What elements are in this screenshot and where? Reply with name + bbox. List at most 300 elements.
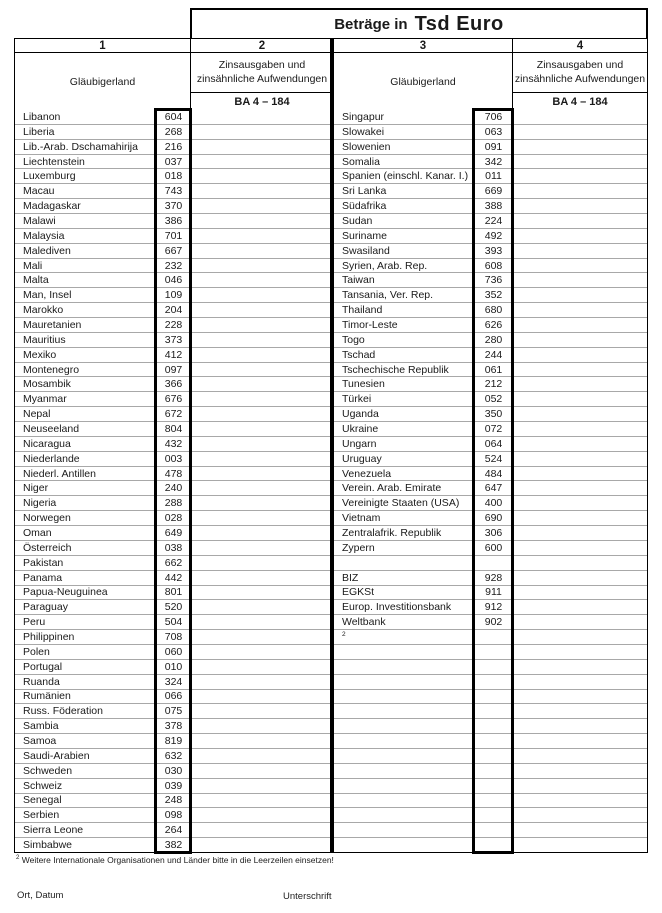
amount-entry-cell[interactable] [191, 496, 333, 511]
amount-entry-cell[interactable] [513, 422, 647, 437]
country-code: 228 [164, 318, 183, 331]
country-name: EGKSt [342, 586, 375, 599]
amount-entry-cell[interactable] [513, 571, 647, 586]
table-row [334, 140, 512, 155]
country-code: 524 [484, 452, 503, 465]
amount-entry-cell[interactable] [191, 734, 333, 749]
column-number-3: 3 [333, 38, 512, 53]
amount-entry-cell[interactable] [513, 155, 647, 170]
country-name: Vereinigte Staaten (USA) [342, 497, 460, 510]
amount-entry-cell[interactable] [513, 467, 647, 482]
amount-entry-cell[interactable] [513, 110, 647, 125]
amount-entry-cell[interactable] [513, 199, 647, 214]
amount-entry-cell[interactable] [191, 140, 333, 155]
amount-entry-cell[interactable] [191, 794, 333, 809]
amount-entry-cell[interactable] [191, 110, 333, 125]
country-code [475, 749, 512, 763]
country-name: Rumänien [23, 690, 71, 703]
country-name: Niger [23, 482, 49, 495]
country-code: 804 [164, 422, 183, 435]
country-code: 224 [484, 214, 503, 227]
country-name: Niederl. Antillen [23, 467, 96, 480]
country-name: Thailand [342, 304, 383, 317]
amount-entry-cell[interactable] [191, 363, 333, 378]
amount-entry-cell[interactable] [191, 467, 333, 482]
country-code: 393 [484, 244, 503, 257]
country-name: Liberia [23, 125, 55, 138]
table-row [334, 363, 512, 378]
country-name: Zentralafrik. Republik [342, 526, 442, 539]
country-code: 442 [164, 571, 183, 584]
amount-entry-cell[interactable] [513, 541, 647, 556]
table-row [15, 437, 190, 452]
country-code: 690 [484, 512, 503, 525]
amount-entry-cell[interactable] [191, 169, 333, 184]
table-row [15, 303, 190, 318]
col2-header-label-line1: Zinsausgaben und [218, 59, 306, 72]
amount-entry-cell[interactable] [513, 140, 647, 155]
amount-entry-cell[interactable] [513, 229, 647, 244]
amount-entry-cell[interactable] [513, 125, 647, 140]
country-code: 928 [484, 571, 503, 584]
country-code: 504 [164, 616, 183, 629]
amount-entry-cell[interactable] [513, 808, 647, 823]
amount-entry-cell[interactable] [191, 214, 333, 229]
table-row [15, 481, 190, 496]
table-row [334, 838, 512, 852]
country-code [475, 630, 512, 644]
country-name: Philippinen [23, 631, 75, 643]
country-code: 306 [484, 526, 503, 539]
country-name [334, 764, 475, 778]
table-row [15, 125, 190, 140]
country-name: Macau [23, 185, 55, 198]
country-code [475, 675, 512, 689]
table-row [334, 645, 512, 660]
amount-entry-cell[interactable] [191, 348, 333, 363]
col2-header-label-line2: zinsähnliche Aufwendungen [196, 72, 328, 85]
amount-entry-cell[interactable] [513, 407, 647, 422]
amount-entry-cell[interactable] [513, 511, 647, 526]
table-row [334, 571, 512, 586]
table-row [334, 719, 512, 734]
table-row [15, 452, 190, 467]
country-code: 060 [164, 645, 183, 658]
table-row [334, 407, 512, 422]
country-code: 352 [484, 289, 503, 302]
amount-entry-cell[interactable] [191, 779, 333, 794]
table-row [334, 704, 512, 719]
country-code: 382 [164, 839, 183, 852]
country-code: 046 [164, 274, 183, 287]
country-name: Singapur [342, 110, 385, 123]
table-row [334, 600, 512, 615]
country-name: Paraguay [23, 601, 68, 614]
country-code: 064 [484, 437, 503, 450]
country-code: 819 [164, 735, 183, 748]
amount-entry-cell[interactable] [191, 675, 333, 690]
amount-entry-cell[interactable] [513, 348, 647, 363]
amount-entry-cell[interactable] [513, 600, 647, 615]
col1-header [14, 53, 190, 110]
country-name: Schweden [23, 764, 73, 777]
country-code: 052 [484, 393, 503, 406]
footnote [16, 855, 334, 865]
country-name: Spanien (einschl. Kanar. I.) [342, 170, 469, 183]
country-code: 649 [164, 526, 183, 539]
amount-entry-cell[interactable] [191, 838, 333, 852]
amount-entry-cell[interactable] [513, 437, 647, 452]
country-name: Verein. Arab. Emirate [342, 482, 442, 495]
table-row [334, 259, 512, 274]
table-row [15, 630, 190, 645]
col4-header-label [513, 53, 647, 92]
country-code [475, 808, 512, 822]
country-code: 400 [484, 497, 503, 510]
table-row [15, 155, 190, 170]
amount-entry-cell[interactable] [191, 556, 333, 571]
country-name [334, 794, 475, 808]
amount-entry-cell[interactable] [191, 288, 333, 303]
country-code: 240 [164, 482, 183, 495]
amount-entry-cell[interactable] [191, 377, 333, 392]
country-code: 232 [164, 259, 183, 272]
amount-entry-cell[interactable] [191, 437, 333, 452]
table-row [15, 140, 190, 155]
country-name [334, 734, 475, 748]
country-code [475, 660, 512, 674]
country-name: Mexiko [23, 348, 57, 361]
amount-entry-cell[interactable] [191, 184, 333, 199]
country-name: Myanmar [23, 393, 67, 406]
amount-entry-cell[interactable] [513, 392, 647, 407]
table-row [15, 496, 190, 511]
country-name: Oman [23, 526, 52, 539]
country-name: Polen [23, 645, 50, 658]
country-name: Portugal [23, 660, 63, 673]
amount-entry-cell[interactable] [191, 333, 333, 348]
amount-entry-cell[interactable] [191, 808, 333, 823]
country-name: Türkei [342, 393, 372, 406]
table-row [334, 660, 512, 675]
table-row [334, 823, 512, 838]
table-row [334, 110, 512, 125]
column-number-2: 2 [190, 38, 333, 53]
country-code: 037 [164, 155, 183, 168]
table-row [15, 645, 190, 660]
amount-entry-cell[interactable] [513, 273, 647, 288]
amount-entry-cell[interactable] [191, 823, 333, 838]
table-row [334, 675, 512, 690]
country-name: Nepal [23, 408, 51, 421]
country-list-right [333, 110, 512, 852]
table-row [15, 199, 190, 214]
amount-entry-cell[interactable] [513, 630, 647, 645]
country-name: Ungarn [342, 437, 377, 450]
amount-entry-cell[interactable] [191, 259, 333, 274]
amount-entry-cell[interactable] [513, 838, 647, 852]
amount-entry-cell[interactable] [191, 571, 333, 586]
country-code: 743 [164, 185, 183, 198]
table-row [334, 155, 512, 170]
country-name: Marokko [23, 304, 64, 317]
table-row [15, 110, 190, 125]
table-row [15, 794, 190, 809]
country-code: 072 [484, 422, 503, 435]
country-name: Tansania, Ver. Rep. [342, 289, 434, 302]
amount-entry-cell[interactable] [513, 244, 647, 259]
amount-entry-cell[interactable] [191, 392, 333, 407]
country-name [334, 779, 475, 793]
country-name [334, 660, 475, 674]
table-row [15, 407, 190, 422]
table-row [15, 779, 190, 794]
amount-entry-cell[interactable] [513, 452, 647, 467]
country-code: 018 [164, 170, 183, 183]
table-row [334, 318, 512, 333]
country-name: Mali [23, 259, 43, 272]
country-name: Uruguay [342, 452, 382, 465]
country-code: 801 [164, 586, 183, 599]
amount-entry-cell[interactable] [191, 481, 333, 496]
country-code: 736 [484, 274, 503, 287]
table-row [334, 273, 512, 288]
amount-entry-cell[interactable] [191, 229, 333, 244]
country-code: 010 [164, 660, 183, 673]
amount-entry-cell[interactable] [191, 303, 333, 318]
country-name: Tschechische Republik [342, 363, 449, 376]
amount-entry-cell[interactable] [513, 184, 647, 199]
country-code [475, 690, 512, 704]
table-row [15, 600, 190, 615]
footnote-marker: 2 [16, 855, 20, 862]
table-row [334, 467, 512, 482]
country-name: Samoa [23, 735, 57, 748]
amount-entry-cell[interactable] [513, 214, 647, 229]
amount-entry-cell[interactable] [191, 407, 333, 422]
amount-entry-cell[interactable] [513, 719, 647, 734]
country-name: Suriname [342, 229, 387, 242]
country-name: Norwegen [23, 512, 71, 525]
amount-entry-cell[interactable] [513, 615, 647, 630]
country-name: Madagaskar [23, 200, 81, 213]
amount-entry-cell[interactable] [513, 318, 647, 333]
country-code: 288 [164, 497, 183, 510]
country-name: Sambia [23, 720, 59, 733]
amount-entry-cell[interactable] [513, 660, 647, 675]
country-code [475, 823, 512, 837]
table-row [334, 556, 512, 571]
country-code: 672 [164, 408, 183, 421]
amount-entry-cell[interactable] [513, 734, 647, 749]
amount-entry-cell[interactable] [191, 155, 333, 170]
country-code: 706 [484, 110, 503, 123]
country-name: Senegal [23, 794, 62, 807]
amount-entry-cell[interactable] [513, 377, 647, 392]
amount-entry-cell[interactable] [191, 452, 333, 467]
amount-entry-cell[interactable] [191, 600, 333, 615]
country-name: Sudan [342, 214, 373, 227]
country-code: 061 [484, 363, 503, 376]
amount-entry-cell[interactable] [191, 422, 333, 437]
table-row [15, 169, 190, 184]
amount-entry-cell[interactable] [191, 273, 333, 288]
country-name: Slowakei [342, 125, 385, 138]
table-row [15, 541, 190, 556]
country-name: Niederlande [23, 452, 80, 465]
amount-entry-cell[interactable] [513, 823, 647, 838]
amount-entry-cell[interactable] [191, 764, 333, 779]
amount-entry-cell[interactable] [513, 779, 647, 794]
country-name [334, 675, 475, 689]
country-name: Uganda [342, 408, 379, 421]
country-name: Malawi [23, 214, 56, 227]
country-name: Tschad [342, 348, 376, 361]
amount-entry-cell[interactable] [513, 496, 647, 511]
table-row [15, 749, 190, 764]
amount-entry-cell[interactable] [513, 526, 647, 541]
amount-entry-cell[interactable] [513, 333, 647, 348]
country-code: 003 [164, 452, 183, 465]
country-code: 212 [484, 378, 503, 391]
country-code: 216 [164, 140, 183, 153]
col4-header-label-line2: zinsähnliche Aufwendungen [514, 72, 646, 85]
amount-entry-cell[interactable] [513, 169, 647, 184]
country-code: 091 [484, 140, 503, 153]
amount-entry-cell[interactable] [513, 259, 647, 274]
country-name: Somalia [342, 155, 380, 168]
amount-entry-cell[interactable] [191, 244, 333, 259]
amount-entry-cell[interactable] [191, 704, 333, 719]
col3-header-label: Gläubigerland [390, 75, 456, 88]
table-row [334, 214, 512, 229]
amount-entry-cell[interactable] [513, 749, 647, 764]
amount-entry-cell[interactable] [513, 675, 647, 690]
amount-entry-cell[interactable] [513, 704, 647, 719]
amount-entry-cell[interactable] [191, 318, 333, 333]
country-code: 039 [164, 779, 183, 792]
table-row [334, 630, 512, 645]
amount-entry-cell[interactable] [191, 541, 333, 556]
amount-entry-cell[interactable] [513, 794, 647, 809]
amount-entry-cell[interactable] [191, 511, 333, 526]
amount-entry-cell[interactable] [513, 645, 647, 660]
col2-header [190, 53, 333, 110]
country-code: 038 [164, 541, 183, 554]
amount-entry-cell[interactable] [191, 690, 333, 705]
country-name [334, 704, 475, 718]
amounts-header [190, 8, 648, 38]
country-code: 626 [484, 318, 503, 331]
table-row [15, 184, 190, 199]
amount-entry-cell[interactable] [191, 660, 333, 675]
table-row [15, 377, 190, 392]
country-name: Europ. Investitionsbank [342, 601, 452, 614]
col4-ba-code: BA 4 – 184 [513, 92, 647, 110]
amount-entry-cell[interactable] [513, 288, 647, 303]
amount-entry-cell[interactable] [191, 719, 333, 734]
amount-entry-cell[interactable] [191, 526, 333, 541]
country-name: BIZ [342, 571, 359, 584]
amount-entry-cell[interactable] [191, 749, 333, 764]
table-row [334, 303, 512, 318]
amount-entry-cell[interactable] [191, 630, 333, 645]
amount-entry-cell[interactable] [513, 764, 647, 779]
table-row [334, 511, 512, 526]
table-row [15, 363, 190, 378]
country-name: Montenegro [23, 363, 80, 376]
table-row [15, 318, 190, 333]
country-code: 432 [164, 437, 183, 450]
amount-entry-cell[interactable] [191, 645, 333, 660]
country-name: Timor-Leste [342, 318, 398, 331]
table-row [334, 244, 512, 259]
amount-entry-cell[interactable] [513, 690, 647, 705]
table-row [15, 808, 190, 823]
amount-entry-cell[interactable] [191, 586, 333, 601]
table-row [15, 838, 190, 852]
table-row [15, 734, 190, 749]
country-name: Nicaragua [23, 437, 71, 450]
table-row [15, 259, 190, 274]
country-code: 492 [484, 229, 503, 242]
table-row [334, 808, 512, 823]
country-code: 030 [164, 764, 183, 777]
table-row [15, 571, 190, 586]
table-row [15, 556, 190, 571]
country-code: 647 [484, 482, 503, 495]
country-name [334, 556, 475, 570]
country-code: 268 [164, 125, 183, 138]
amount-entry-cell[interactable] [191, 125, 333, 140]
country-code: 075 [164, 705, 183, 718]
country-code [475, 764, 512, 778]
table-row [15, 764, 190, 779]
country-name: Ruanda [23, 675, 60, 688]
col4-header [512, 53, 648, 110]
table-row [334, 586, 512, 601]
country-name: Venezuela [342, 467, 392, 480]
country-code: 608 [484, 259, 503, 272]
table-row [334, 794, 512, 809]
amount-entry-cell[interactable] [513, 556, 647, 571]
country-name: Mauritius [23, 333, 66, 346]
country-code [475, 794, 512, 808]
country-name: Österreich [23, 541, 72, 554]
amount-entry-cell[interactable] [513, 586, 647, 601]
amount-entry-cell[interactable] [513, 481, 647, 496]
table-row [334, 392, 512, 407]
country-code: 604 [164, 110, 183, 123]
table-row [334, 125, 512, 140]
amount-entry-cell[interactable] [191, 199, 333, 214]
country-name: Malediven [23, 244, 71, 257]
table-row [15, 704, 190, 719]
column-number-4: 4 [512, 38, 648, 53]
country-name: Mosambik [23, 378, 71, 391]
amount-entry-cell[interactable] [513, 363, 647, 378]
country-code: 520 [164, 601, 183, 614]
country-code: 478 [164, 467, 183, 480]
amount-entry-cell[interactable] [191, 615, 333, 630]
table-row [334, 496, 512, 511]
country-code [475, 779, 512, 793]
table-row [15, 675, 190, 690]
amount-entry-cell[interactable] [513, 303, 647, 318]
country-code: 350 [484, 408, 503, 421]
country-code [475, 838, 512, 852]
country-name [334, 645, 475, 659]
